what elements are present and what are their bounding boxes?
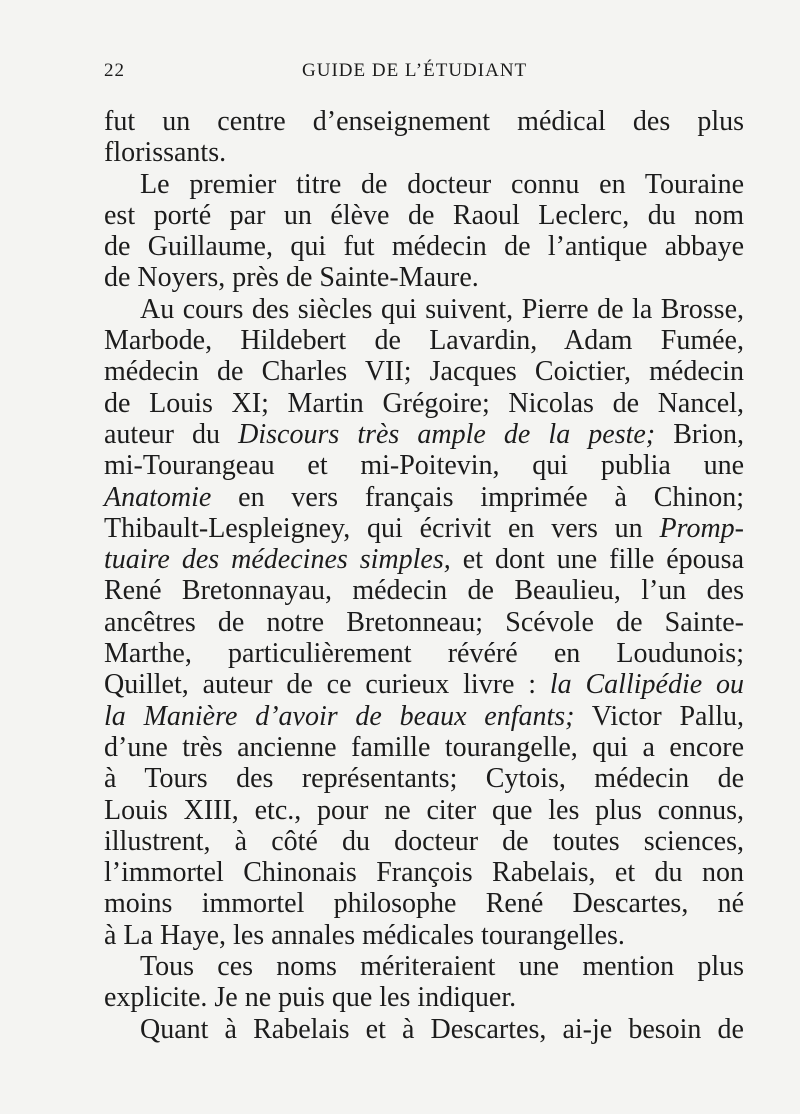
text-line: est porté par un élève de Raoul Leclerc, du nom [104, 199, 744, 231]
text-line: Le premier titre de docteur connu en Touraine [140, 168, 744, 200]
text-line [104, 701, 744, 732]
body-text [104, 106, 744, 1045]
text-line: illustrent, à côté du docteur de toutes sciences, [104, 825, 744, 857]
text-line [104, 419, 744, 450]
italic-title: Discours très ample de la peste; [238, 418, 656, 450]
italic-title: Anatomie [104, 481, 212, 513]
italic-title: la Manière d’avoir de beaux enfants; [104, 700, 575, 732]
text-line: mi-Tourangeau et mi-Poitevin, qui publia une [104, 450, 744, 482]
text-line: Louis XIII, etc., pour ne citer que les plus connus, [104, 794, 744, 826]
text-segment: et dont une fille épousa [450, 544, 744, 576]
text-line: médecin de Charles VII; Jacques Coictier, médecin [104, 356, 744, 388]
running-head [104, 60, 744, 88]
text-line: Quant à Rabelais et à Descartes, ai-je besoin de [140, 1013, 744, 1045]
text-line: Tous ces noms mériteraient une mention plus [140, 951, 744, 983]
text-line: à Tours des représentants; Cytois, médecin de [104, 763, 744, 795]
text-line: de Guillaume, qui fut médecin de l’antique abbaye [104, 231, 744, 263]
text-line [104, 482, 744, 513]
text-line: d’une très ancienne famille tourangelle, qui a encore [104, 731, 744, 763]
text-line: ancêtres de notre Bretonneau; Scévole de Sainte- [104, 606, 744, 638]
text-line [104, 544, 744, 575]
italic-title: tuaire des médecines simples, [104, 544, 451, 576]
text-line: moins immortel philosophe René Descartes, né [104, 888, 744, 920]
text-line: Marthe, particulièrement révéré en Loudunois; [104, 638, 744, 670]
text-line: de Noyers, près de Sainte-Maure. [104, 262, 479, 294]
text-line: fut un centre d’enseignement médical des plus [104, 106, 744, 137]
text-line: florissants. [104, 137, 227, 169]
text-line: explicite. Je ne puis que les indiquer. [104, 982, 517, 1014]
text-segment: auteur du [104, 418, 239, 450]
text-line: René Bretonnayau, médecin de Beaulieu, l’un des [104, 575, 744, 607]
text-line: de Louis XI; Martin Grégoire; Nicolas de Nancel, [104, 387, 744, 419]
text-line [104, 513, 744, 544]
text-segment: Victor Pallu, [574, 700, 744, 732]
text-segment: Quillet, auteur de ce curieux livre : [104, 669, 550, 701]
text-segment: Thibault-Lespleigney, qui écrivit en vers un [104, 512, 660, 544]
italic-title: Promp- [659, 512, 744, 544]
text-line: à La Haye, les annales médicales tourangelles. [104, 919, 625, 951]
text-line: Au cours des siècles qui suivent, Pierre de la Brosse, [140, 293, 744, 325]
text-line: l’immortel Chinonais François Rabelais, et du non [104, 857, 744, 889]
text-line: Marbode, Hildebert de Lavardin, Adam Fumée, [104, 325, 744, 357]
text-segment: Brion, [655, 418, 744, 450]
italic-title: la Callipédie ou [549, 669, 744, 701]
text-line [104, 669, 744, 700]
page-number: 22 [104, 60, 125, 81]
running-title: GUIDE DE L’ÉTUDIANT [302, 60, 528, 81]
text-segment: en vers français imprimée à Chinon; [211, 481, 744, 513]
